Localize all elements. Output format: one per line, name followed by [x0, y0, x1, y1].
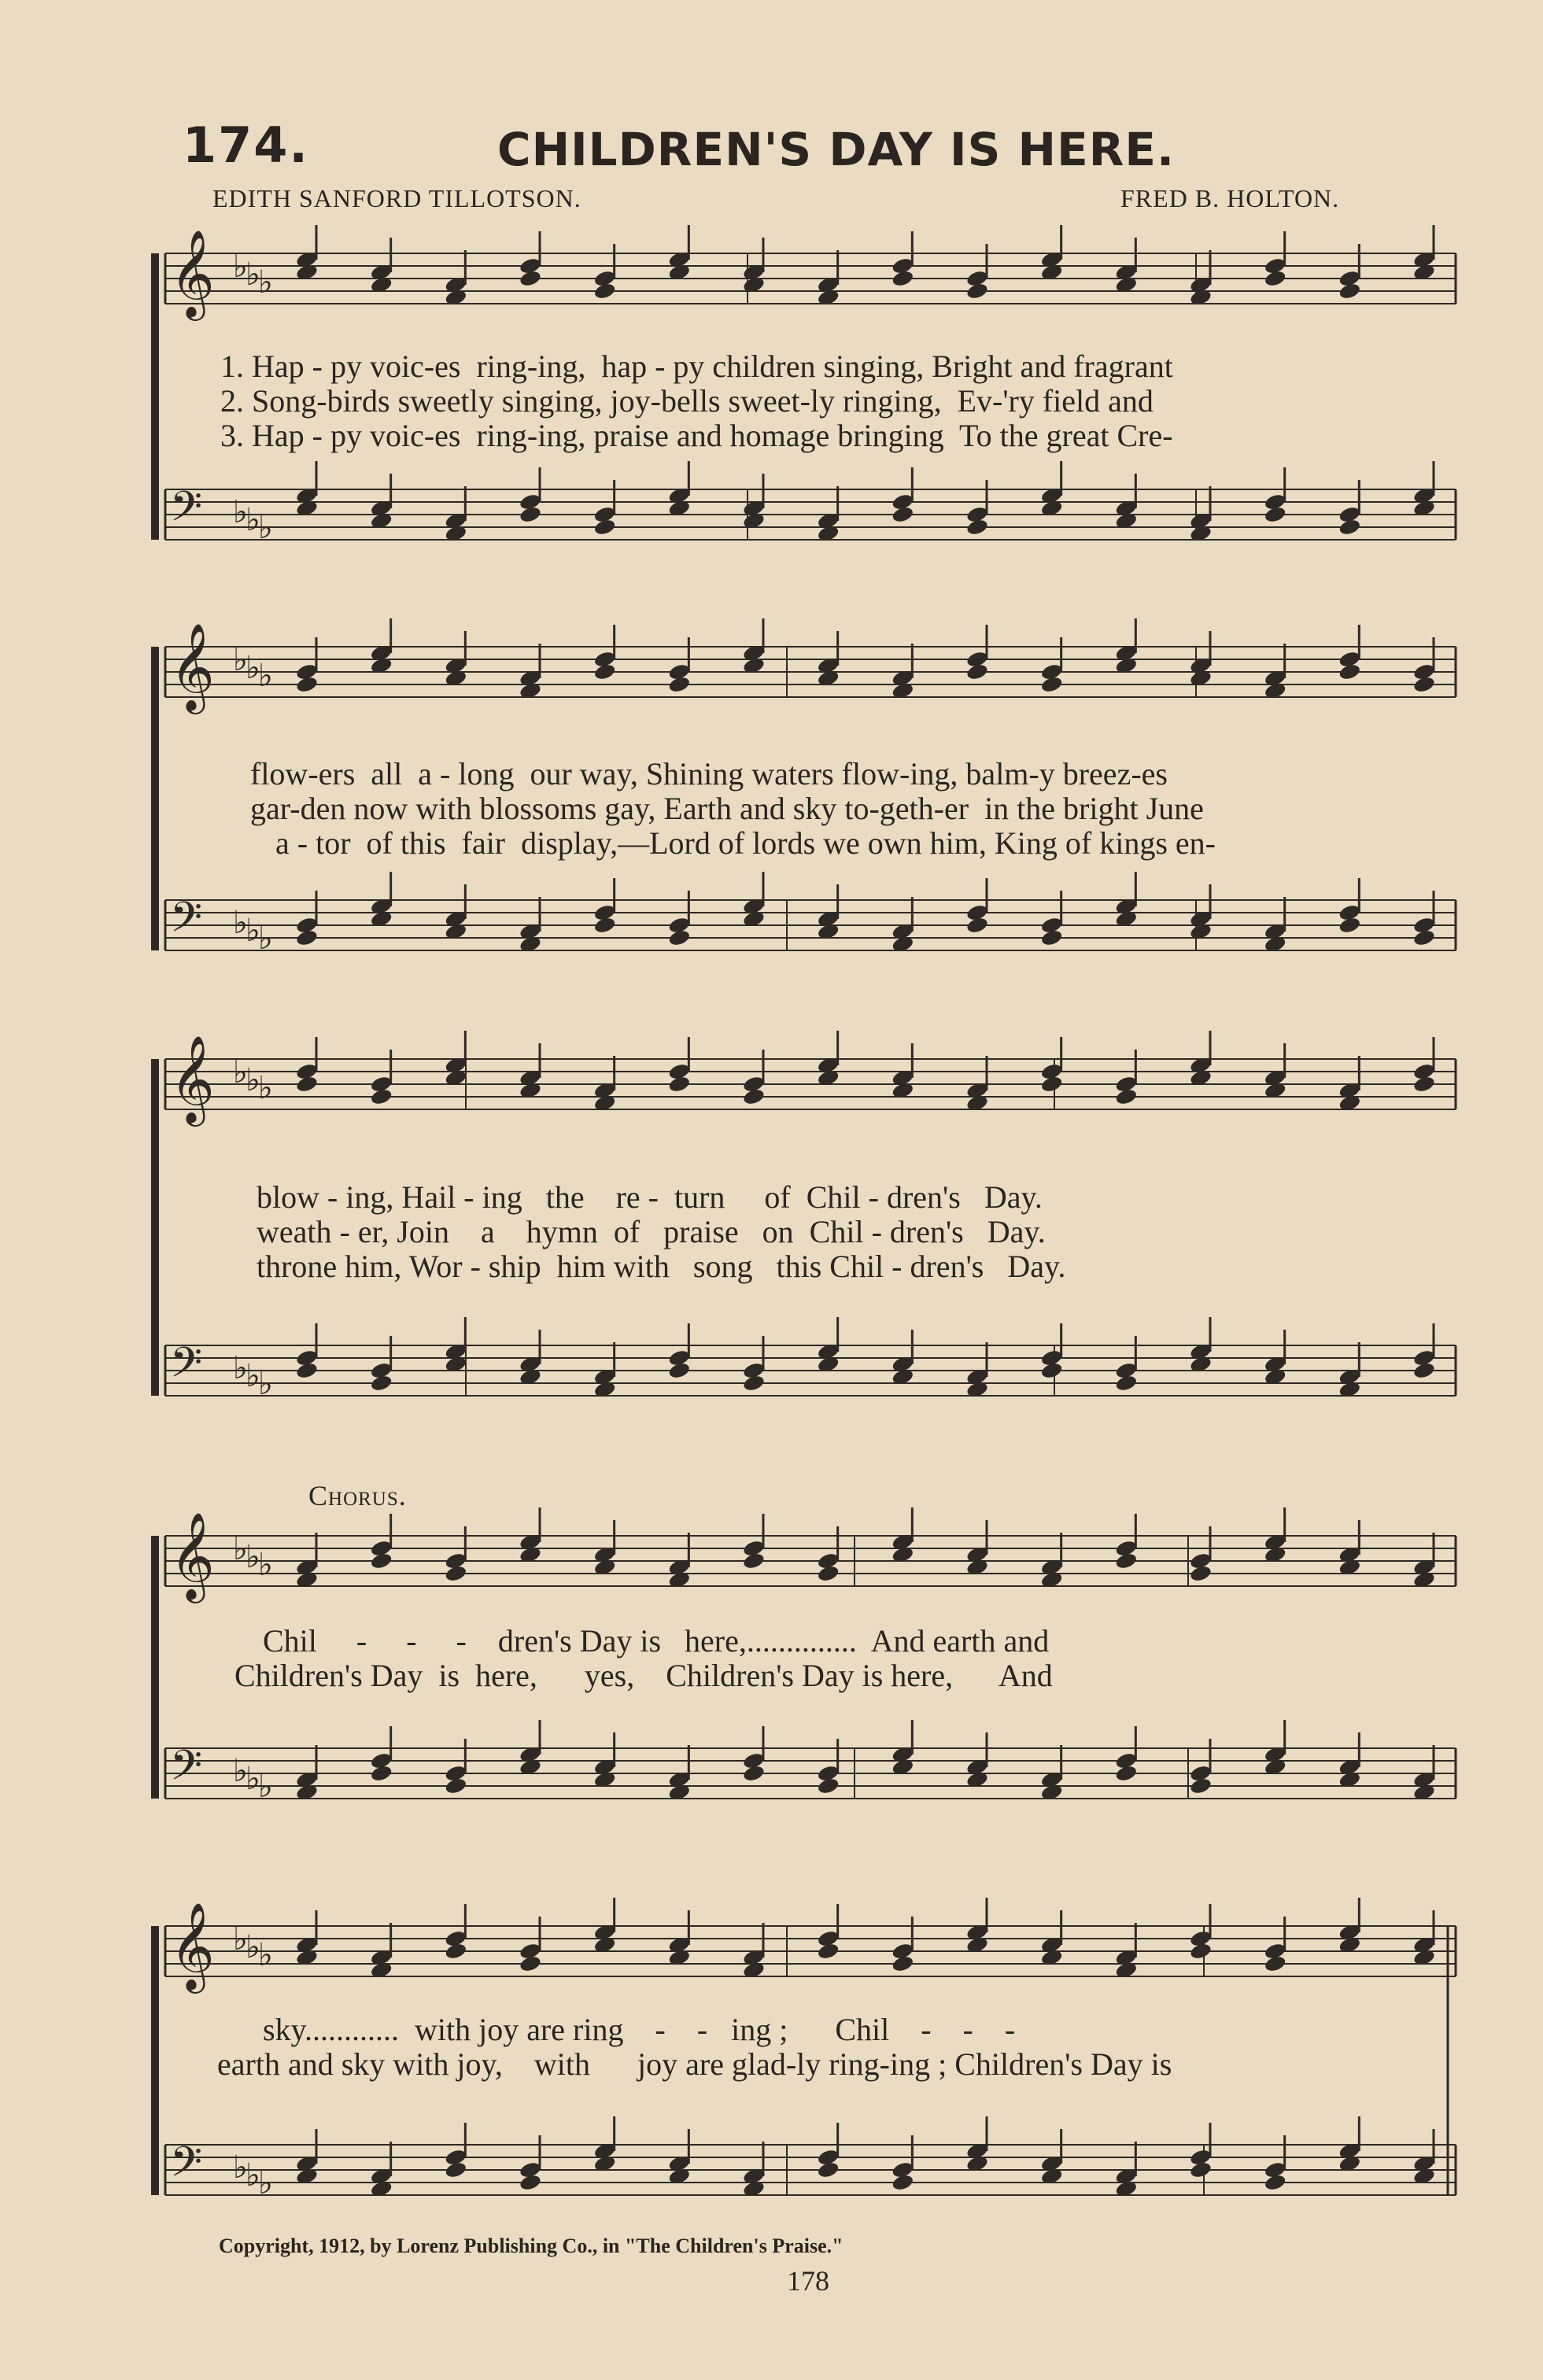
copyright-notice: Copyright, 1912, by Lorenz Publishing Co., in "The Children's Praise."	[219, 2234, 843, 2257]
flat-icon: ♭	[233, 1350, 248, 1386]
bass-clef-icon: 𝄢	[170, 483, 203, 541]
flat-icon: ♭	[245, 650, 260, 686]
flat-icon: ♭	[233, 2149, 248, 2186]
lyricist-credit: EDITH SANFORD TILLOTSON.	[212, 184, 581, 212]
system3-verse2: weath - er, Join a hymn of praise on Chil - dren's Day.	[257, 1214, 1046, 1249]
page-number: 178	[787, 2265, 829, 2297]
system-brace	[151, 1926, 159, 2195]
hymn-number: 174.	[183, 116, 309, 174]
flat-icon: ♭	[258, 2165, 273, 2201]
treble-clef-icon: 𝄞	[170, 1902, 215, 1990]
flat-icon: ♭	[245, 1062, 260, 1098]
composer-credit: FRED B. HOLTON.	[1120, 184, 1340, 212]
system5-line1: sky............ with joy are ring - - ing ; Chil - - -	[263, 2012, 1016, 2047]
system-brace	[151, 647, 159, 950]
bass-clef-icon: 𝄢	[170, 894, 203, 952]
system3-verse3: throne him, Wor - ship him with song this Chil - dren's Day.	[257, 1249, 1066, 1284]
flat-icon: ♭	[258, 1937, 273, 1973]
system1-verse1: 1. Hap - py voic-es ring-ing, hap - py children singing, Bright and fragrant	[220, 349, 1173, 384]
bass-clef-icon: 𝄢	[170, 2138, 203, 2197]
flat-icon: ♭	[245, 2157, 260, 2194]
system1-verse2: 2. Song-birds sweetly singing, joy-bells sweet-ly ringing, Ev-'ry field and	[220, 383, 1154, 419]
system-brace	[151, 1059, 159, 1396]
flat-icon: ♭	[245, 1539, 260, 1575]
treble-clef-icon: 𝄞	[170, 229, 215, 317]
flat-icon: ♭	[258, 1547, 273, 1583]
system2-verse1: flow-ers all a - long our way, Shining waters flow-ing, balm-y breez-es	[250, 756, 1168, 791]
flat-icon: ♭	[233, 1921, 248, 1958]
flat-icon: ♭	[258, 658, 273, 694]
system3-verse1: blow - ing, Hail - ing the re - turn of Chil - dren's Day.	[257, 1179, 1043, 1215]
chorus-line2: Children's Day is here, yes, Children's Day is here, And	[234, 1658, 1053, 1693]
flat-icon: ♭	[233, 642, 248, 678]
flat-icon: ♭	[258, 921, 273, 957]
flat-icon: ♭	[245, 256, 260, 293]
flat-icon: ♭	[258, 1070, 273, 1106]
flat-icon: ♭	[233, 1531, 248, 1567]
treble-clef-icon: 𝄞	[170, 1035, 215, 1123]
flat-icon: ♭	[258, 510, 273, 546]
bass-clef-icon: 𝄢	[170, 1339, 203, 1397]
system2-verse2: gar-den now with blossoms gay, Earth and sky to-geth-er in the bright June	[250, 791, 1204, 826]
flat-icon: ♭	[245, 1761, 260, 1797]
system1-verse3: 3. Hap - py voic-es ring-ing, praise and homage bringing To the great Cre-	[220, 418, 1173, 453]
flat-icon: ♭	[233, 1054, 248, 1090]
flat-icon: ♭	[233, 905, 248, 941]
flat-icon: ♭	[245, 913, 260, 949]
system-brace	[151, 253, 159, 540]
treble-clef-icon: 𝄞	[170, 622, 215, 710]
flat-icon: ♭	[258, 1769, 273, 1805]
flat-icon: ♭	[245, 502, 260, 538]
system5-line2: earth and sky with joy, with joy are glad-ly ring-ing ; Children's Day is	[217, 2046, 1172, 2082]
chorus-label: Chorus.	[308, 1480, 407, 1511]
flat-icon: ♭	[233, 494, 248, 530]
treble-clef-icon: 𝄞	[170, 1511, 215, 1600]
flat-icon: ♭	[245, 1929, 260, 1965]
flat-icon: ♭	[258, 1366, 273, 1402]
flat-icon: ♭	[233, 249, 248, 285]
system-brace	[151, 1536, 159, 1799]
flat-icon: ♭	[258, 264, 273, 301]
flat-icon: ♭	[245, 1358, 260, 1394]
bass-clef-icon: 𝄢	[170, 1742, 203, 1800]
chorus-line1: Chil - - - dren's Day is here,.............. And earth and	[263, 1623, 1050, 1659]
hymn-title: CHILDREN'S DAY IS HERE.	[497, 123, 1176, 176]
system2-verse3: a - tor of this fair display,—Lord of lords we own him, King of kings en-	[275, 825, 1216, 861]
flat-icon: ♭	[233, 1753, 248, 1789]
